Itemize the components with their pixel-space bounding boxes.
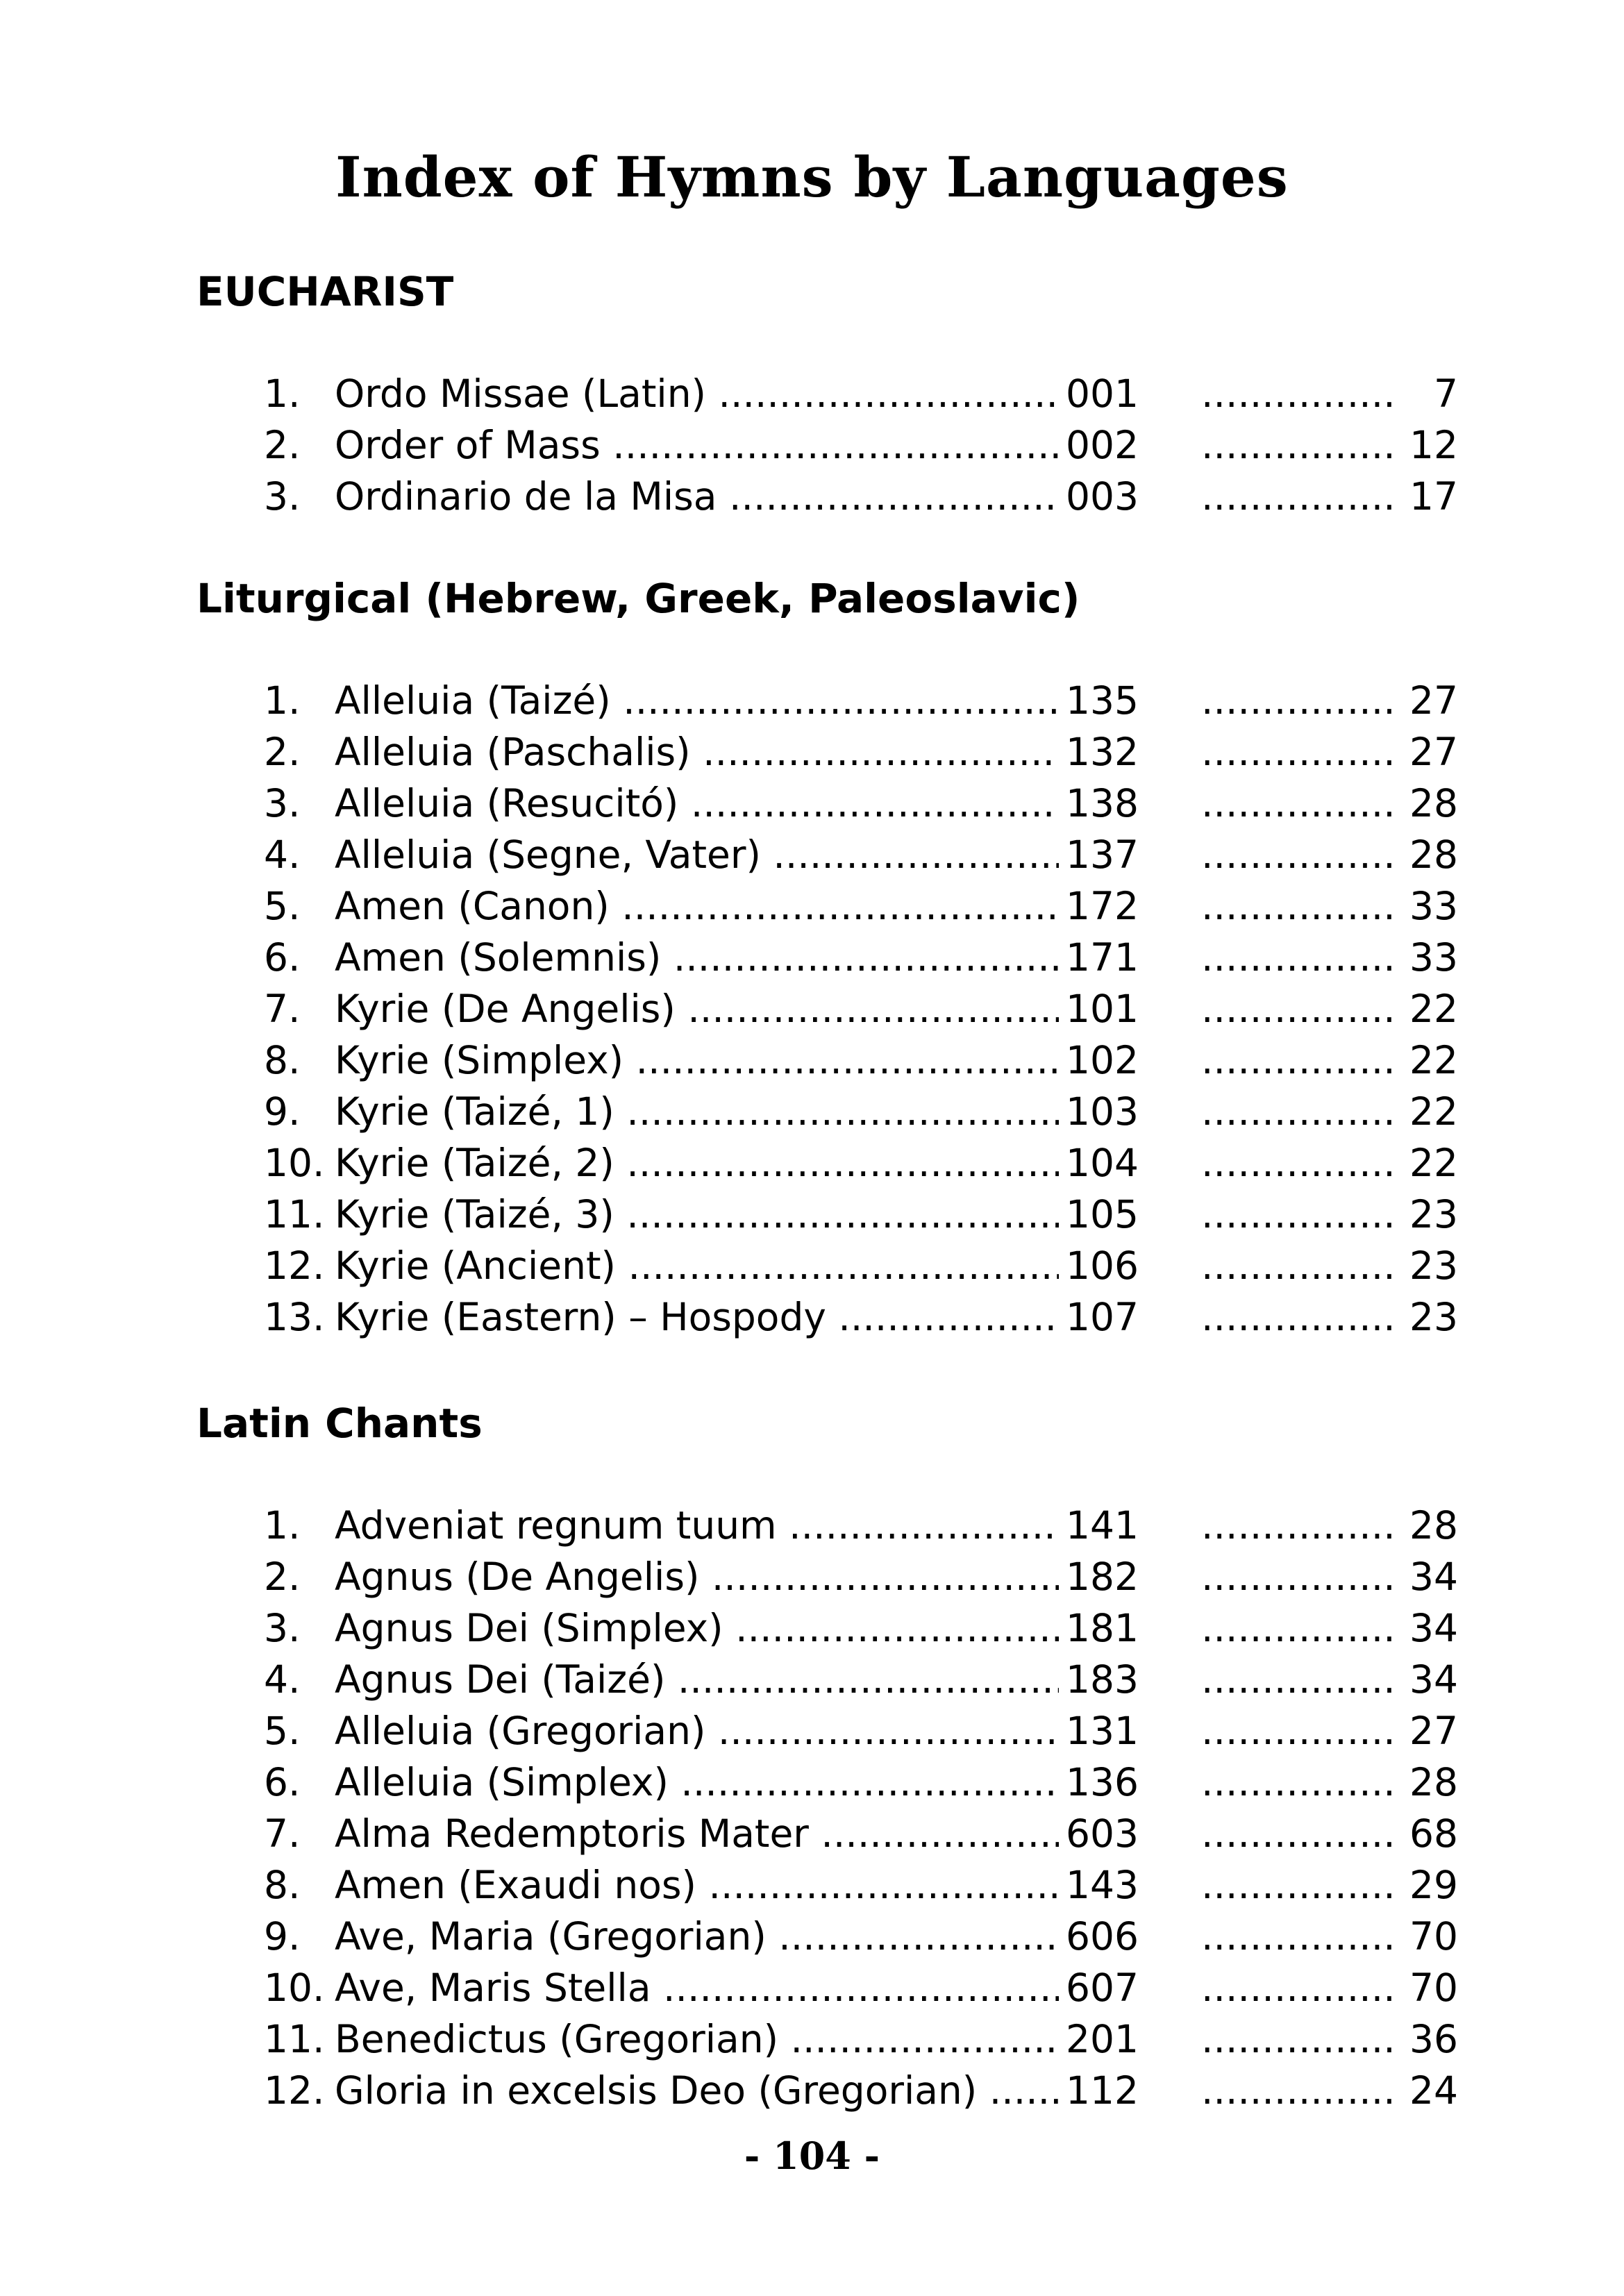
entry-title: Agnus Dei (Taizé) .....	[335, 1654, 1059, 1705]
list-item	[264, 1859, 1458, 1911]
list-item	[264, 983, 1458, 1034]
entry-code: 181	[1066, 1606, 1139, 1650]
list-item	[264, 675, 1458, 726]
list-item	[264, 1602, 1458, 1654]
liturgical-list	[264, 675, 1458, 1343]
entry-code: 607	[1066, 1966, 1139, 2010]
entry-page: 34	[1404, 1551, 1458, 1602]
entry-title: Kyrie (Eastern) – Hospody .....	[335, 1291, 1059, 1343]
leader-dots	[1201, 1654, 1396, 1705]
list-item	[264, 1757, 1458, 1808]
entry-page: 12	[1404, 419, 1458, 471]
leader-dots	[1201, 368, 1396, 419]
list-item	[264, 1034, 1458, 1086]
entry-code: 106	[1066, 1243, 1139, 1288]
entry-page: 24	[1404, 2065, 1458, 2116]
entry-number: 7.	[264, 987, 301, 1031]
entry-page: 7	[1428, 368, 1458, 419]
entry-number: 13.	[264, 1295, 325, 1339]
entry-page: 36	[1404, 2013, 1458, 2065]
entry-title: Alleluia (Gregorian) .....	[335, 1705, 1059, 1757]
entry-number: 8.	[264, 1863, 301, 1907]
leader-dots	[1201, 726, 1396, 778]
leader-dots	[1201, 1602, 1396, 1654]
entry-code: 603	[1066, 1811, 1139, 1856]
entry-code: 003	[1066, 474, 1139, 519]
leader-dots	[1201, 1859, 1396, 1911]
leader-dots	[1201, 419, 1396, 471]
entry-title: Alleluia (Segne, Vater) .....	[335, 829, 1059, 880]
entry-code: 104	[1066, 1141, 1139, 1185]
entry-page: 23	[1404, 1240, 1458, 1291]
entry-number: 1.	[264, 1503, 301, 1548]
entry-page: 17	[1404, 471, 1458, 522]
entry-page: 68	[1404, 1808, 1458, 1859]
leader-dots	[1201, 2065, 1396, 2116]
leader-dots	[1201, 1551, 1396, 1602]
entry-number: 3.	[264, 781, 301, 826]
entry-title: Amen (Solemnis) .....	[335, 932, 1059, 983]
entry-number: 12.	[264, 2068, 325, 2113]
entry-code: 141	[1066, 1503, 1139, 1548]
entry-code: 001	[1066, 371, 1139, 416]
list-item	[264, 880, 1458, 932]
entry-title: Agnus (De Angelis) .....	[335, 1551, 1059, 1602]
section-heading-liturgical: Liturgical (Hebrew, Greek, Paleoslavic)	[196, 575, 1080, 622]
entry-page: 33	[1404, 932, 1458, 983]
entry-title: Alleluia (Simplex) .....	[335, 1757, 1059, 1808]
entry-page: 27	[1404, 675, 1458, 726]
leader-dots	[1201, 1911, 1396, 1962]
entry-title: Amen (Exaudi nos) .....	[335, 1859, 1059, 1911]
list-item	[264, 419, 1458, 471]
entry-number: 11.	[264, 2017, 325, 2061]
entry-code: 171	[1066, 935, 1139, 980]
list-item	[264, 1240, 1458, 1291]
entry-number: 12.	[264, 1243, 325, 1288]
entry-code: 131	[1066, 1709, 1139, 1753]
entry-title: Alleluia (Paschalis) .....	[335, 726, 1059, 778]
entry-number: 9.	[264, 1089, 301, 1134]
leader-dots	[1201, 1034, 1396, 1086]
list-item	[264, 2013, 1458, 2065]
eucharist-list	[264, 368, 1458, 522]
entry-title: Gloria in excelsis Deo (Gregorian) .....	[335, 2065, 1059, 2116]
list-item	[264, 1551, 1458, 1602]
entry-page: 28	[1404, 778, 1458, 829]
entry-code: 138	[1066, 781, 1139, 826]
entry-title: Kyrie (Taizé, 1) .....	[335, 1086, 1059, 1137]
entry-code: 103	[1066, 1089, 1139, 1134]
entry-number: 5.	[264, 1709, 301, 1753]
entry-page: 28	[1404, 1757, 1458, 1808]
entry-page: 70	[1404, 1962, 1458, 2013]
page-number: - 104 -	[744, 2134, 880, 2178]
list-item	[264, 1189, 1458, 1240]
entry-page: 33	[1404, 880, 1458, 932]
list-item	[264, 778, 1458, 829]
entry-title: Benedictus (Gregorian) .....	[335, 2013, 1059, 2065]
entry-page: 22	[1404, 1034, 1458, 1086]
entry-title: Agnus Dei (Simplex) .....	[335, 1602, 1059, 1654]
leader-dots	[1201, 1137, 1396, 1189]
entry-page: 28	[1404, 829, 1458, 880]
entry-code: 136	[1066, 1760, 1139, 1804]
list-item	[264, 829, 1458, 880]
entry-page: 70	[1404, 1911, 1458, 1962]
entry-number: 1.	[264, 371, 301, 416]
leader-dots	[1201, 1962, 1396, 2013]
entry-number: 11.	[264, 1192, 325, 1237]
list-item	[264, 1654, 1458, 1705]
entry-code: 606	[1066, 1914, 1139, 1959]
entry-title: Ave, Maria (Gregorian) .....	[335, 1911, 1059, 1962]
entry-page: 22	[1404, 1086, 1458, 1137]
leader-dots	[1201, 1808, 1396, 1859]
entry-code: 137	[1066, 832, 1139, 877]
list-item	[264, 1291, 1458, 1343]
entry-page: 27	[1404, 1705, 1458, 1757]
entry-code: 002	[1066, 423, 1139, 467]
entry-number: 2.	[264, 1555, 301, 1599]
entry-number: 3.	[264, 1606, 301, 1650]
page-title: Index of Hymns by Languages	[335, 144, 1289, 210]
entry-code: 135	[1066, 678, 1139, 723]
entry-title: Ave, Maris Stella .....	[335, 1962, 1059, 2013]
entry-page: 34	[1404, 1602, 1458, 1654]
entry-number: 5.	[264, 884, 301, 928]
entry-title: Kyrie (Taizé, 2) .....	[335, 1137, 1059, 1189]
entry-code: 182	[1066, 1555, 1139, 1599]
entry-number: 3.	[264, 474, 301, 519]
entry-code: 132	[1066, 730, 1139, 774]
entry-code: 183	[1066, 1657, 1139, 1702]
list-item	[264, 1808, 1458, 1859]
leader-dots	[1201, 778, 1396, 829]
entry-number: 6.	[264, 935, 301, 980]
entry-code: 172	[1066, 884, 1139, 928]
list-item	[264, 932, 1458, 983]
entry-code: 102	[1066, 1038, 1139, 1082]
leader-dots	[1201, 1500, 1396, 1551]
entry-code: 201	[1066, 2017, 1139, 2061]
entry-title: Kyrie (Simplex) .....	[335, 1034, 1059, 1086]
entry-title: Alleluia (Resucitó) .....	[335, 778, 1059, 829]
entry-code: 101	[1066, 987, 1139, 1031]
entry-title: Amen (Canon) .....	[335, 880, 1059, 932]
entry-title: Ordo Missae (Latin) .....	[335, 368, 1059, 419]
entry-number: 9.	[264, 1914, 301, 1959]
entry-code: 112	[1066, 2068, 1139, 2113]
leader-dots	[1201, 983, 1396, 1034]
entry-page: 23	[1404, 1291, 1458, 1343]
leader-dots	[1201, 1757, 1396, 1808]
section-heading-eucharist: EUCHARIST	[196, 268, 454, 315]
entry-number: 4.	[264, 832, 301, 877]
section-heading-latin-chants: Latin Chants	[196, 1400, 483, 1447]
leader-dots	[1201, 1086, 1396, 1137]
leader-dots	[1201, 1291, 1396, 1343]
leader-dots	[1201, 471, 1396, 522]
entry-title: Order of Mass .....	[335, 419, 1059, 471]
entry-code: 105	[1066, 1192, 1139, 1237]
entry-title: Alma Redemptoris Mater .....	[335, 1808, 1059, 1859]
list-item	[264, 1086, 1458, 1137]
entry-title: Ordinario de la Misa .....	[335, 471, 1059, 522]
entry-page: 34	[1404, 1654, 1458, 1705]
entry-number: 2.	[264, 730, 301, 774]
entry-number: 6.	[264, 1760, 301, 1804]
list-item	[264, 1705, 1458, 1757]
list-item	[264, 471, 1458, 522]
leader-dots	[1201, 880, 1396, 932]
entry-number: 2.	[264, 423, 301, 467]
entry-code: 107	[1066, 1295, 1139, 1339]
latin-chants-list	[264, 1500, 1458, 2116]
leader-dots	[1201, 1189, 1396, 1240]
list-item	[264, 368, 1458, 419]
entry-title: Kyrie (Ancient) .....	[335, 1240, 1059, 1291]
list-item	[264, 1911, 1458, 1962]
entry-page: 27	[1404, 726, 1458, 778]
entry-number: 10.	[264, 1141, 325, 1185]
leader-dots	[1201, 932, 1396, 983]
list-item	[264, 1500, 1458, 1551]
list-item	[264, 726, 1458, 778]
entry-page: 22	[1404, 1137, 1458, 1189]
leader-dots	[1201, 829, 1396, 880]
entry-number: 10.	[264, 1966, 325, 2010]
leader-dots	[1201, 675, 1396, 726]
entry-number: 8.	[264, 1038, 301, 1082]
entry-page: 28	[1404, 1500, 1458, 1551]
entry-title: Kyrie (Taizé, 3) .....	[335, 1189, 1059, 1240]
entry-title: Alleluia (Taizé) .....	[335, 675, 1059, 726]
entry-number: 7.	[264, 1811, 301, 1856]
entry-page: 29	[1404, 1859, 1458, 1911]
list-item	[264, 1962, 1458, 2013]
leader-dots	[1201, 1240, 1396, 1291]
entry-number: 1.	[264, 678, 301, 723]
entry-number: 4.	[264, 1657, 301, 1702]
entry-title: Adveniat regnum tuum .....	[335, 1500, 1059, 1551]
list-item	[264, 2065, 1458, 2116]
leader-dots	[1201, 2013, 1396, 2065]
entry-code: 143	[1066, 1863, 1139, 1907]
list-item	[264, 1137, 1458, 1189]
leader-dots	[1201, 1705, 1396, 1757]
entry-page: 23	[1404, 1189, 1458, 1240]
entry-title: Kyrie (De Angelis) .....	[335, 983, 1059, 1034]
entry-page: 22	[1404, 983, 1458, 1034]
